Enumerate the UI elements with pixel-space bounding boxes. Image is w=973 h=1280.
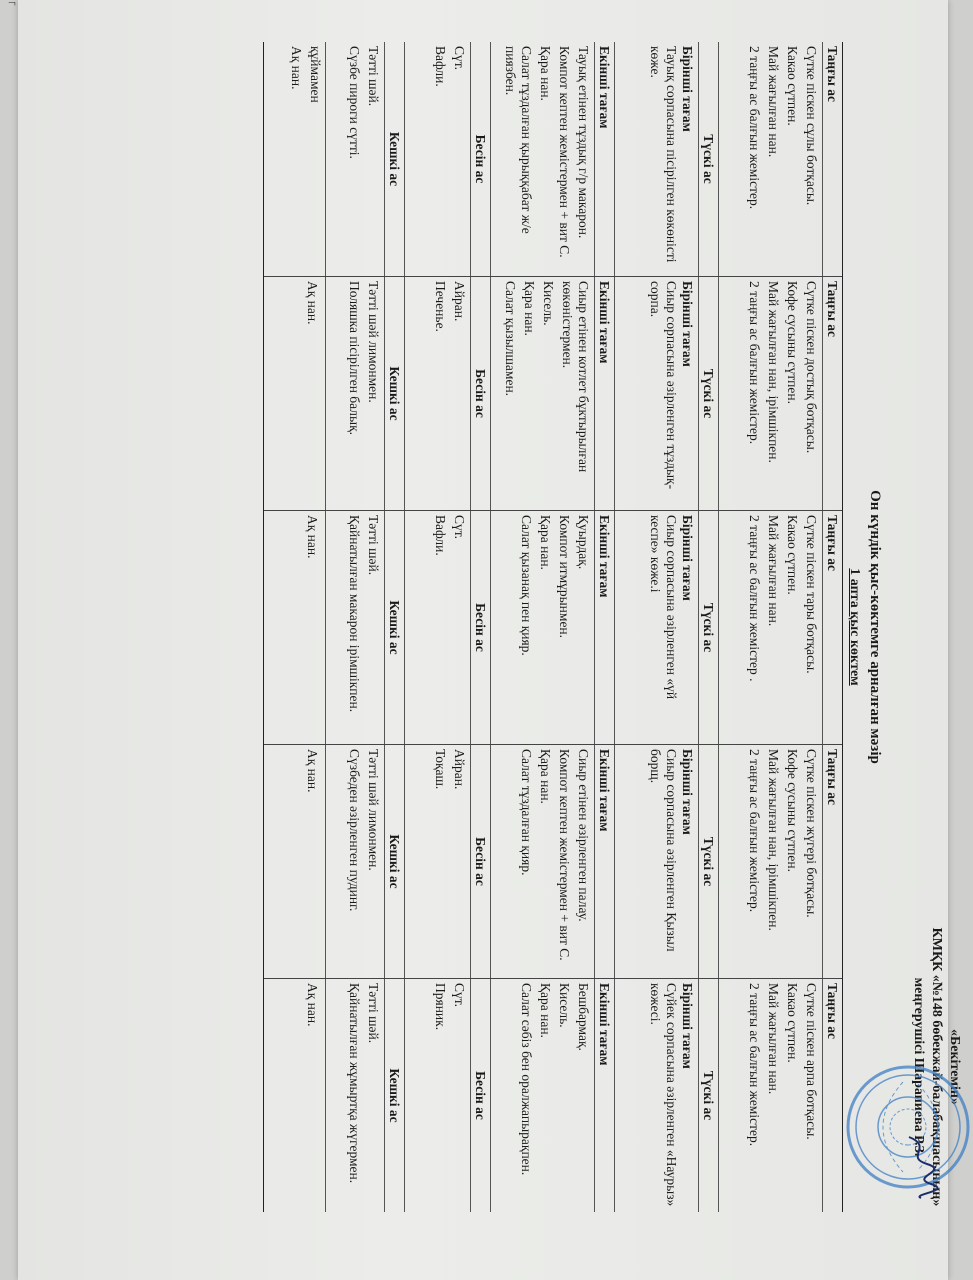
menu-item: Компот кептен жемістермен + вит С. [557,749,572,961]
menu-item: Сүтке піскен тары ботқасы. [804,515,819,674]
menu-item: Салат қызанақ пен қияр. [519,515,534,656]
menu-item: Печенье. [433,281,448,332]
meal-title: Бесін ас [470,979,490,1212]
menu-item: Сиыр сорпасына әзірленген «үй кеспе» көже.і [648,515,679,700]
menu-item: Сүт. [452,515,467,540]
meal-title: Таңғы ас [822,277,842,510]
menu-item: Қайнатылған макарон ірімшікпен. [347,515,362,713]
meal-title: Кешкі ас [384,979,404,1212]
meal-snack [404,745,490,978]
menu-item: құймамен [308,46,323,103]
meal-title: Бесін ас [470,277,490,510]
approval-line-2: КМҚК «№148 бөбекжай-балабақшасының» [929,927,944,1207]
menu-item: Салат қызылшамен. [503,281,518,397]
menu-item: Кисель. [557,983,572,1028]
menu-item: Сүтке піскен сұлы ботқасы. [804,46,819,206]
menu-item: 2 таңғы ас балғын жемістер . [747,515,762,682]
menu-item: Ақ нан. [305,281,320,325]
menu-item: Ақ нан. [305,983,320,1027]
meal-breakfast [718,42,842,276]
menu-item: Тауық етінен тұздық г/р макарон. [576,46,591,239]
day-column-3 [264,510,842,744]
meal-title: Түскі ас [698,745,718,978]
meal-breakfast [718,745,842,978]
meal-lunch [614,979,718,1212]
menu-item: Поляшка пісірілген балық. [347,281,362,436]
meal-title: Түскі ас [698,979,718,1212]
menu-item: Какао сүтпен. [785,46,800,126]
meal-snack [404,42,490,276]
meal-title: Бесін ас [470,42,490,276]
meal-title: Екінші тағам [594,511,614,744]
menu-item: Май жағылған нан. [766,46,781,158]
menu-item: Тәтті шәй лимонмен. [366,749,381,871]
menu-item: Ақ нан. [305,515,320,559]
first-course-label: Бірінші тағам [680,749,695,835]
menu-item: Кисель. [541,281,556,326]
meal-title: Кешкі ас [384,277,404,510]
meal-title: Кешкі ас [384,745,404,978]
meal-title: Таңғы ас [822,745,842,978]
menu-item: 2 таңғы ас балғын жемістер. [747,281,762,445]
meal-second [490,979,614,1212]
menu-item: Қайнатылған жұмыртқа жүгермен. [347,983,362,1184]
menu-item: Салат тұздалған қырыққабат ж/е пиязбен. [503,46,534,234]
menu-item: Кофе сусыны сүтпен. [785,281,800,404]
meal-evening [325,42,404,276]
menu-item: Қара нан. [538,983,553,1038]
menu-item: Ақ нан. [289,46,304,90]
meal-title: Бесін ас [470,511,490,744]
meal-second [490,511,614,744]
day-column-5 [264,978,842,1212]
menu-item: Тәтті шәй. [366,46,381,107]
menu-item: Вафли. [433,515,448,556]
menu-item: Тәтті шәй. [366,515,381,576]
meal-second [490,277,614,510]
menu-document [113,12,963,1242]
meal-title: Таңғы ас [822,42,842,276]
menu-item: Сүйек сорпасына әзірленген «Наурыз» көжесі. [648,983,679,1207]
meal-evening [325,277,404,510]
meal-snack [404,277,490,510]
menu-item: Сүтке піскен достық ботқасы. [804,281,819,454]
meal-dinner [264,745,325,978]
meal-title: Кешкі ас [384,511,404,744]
menu-item: 2 таңғы ас балғын жемістер. [747,983,762,1147]
menu-item: Ақ нан. [305,749,320,793]
meal-lunch [614,42,718,276]
menu-item: Сиыр сорпасына әзірленген Қызыл борщ. [648,749,679,952]
menu-item: 2 таңғы ас балғын жемістер. [747,46,762,210]
corner-mark: ¬ [8,0,16,11]
day-column-2 [264,276,842,510]
first-course-label: Бірінші тағам [680,281,695,367]
meal-dinner [264,277,325,510]
menu-item: Қуырдақ. [576,515,591,570]
menu-item: Сүзбе пироги сүтті. [347,46,362,159]
menu-item: Май жағылған нан. [766,983,781,1095]
menu-item: Бешбармақ. [576,983,591,1051]
week-title: 1 апта қыс көктем [847,568,862,686]
meal-title: Түскі ас [698,511,718,744]
menu-item: Сүт. [452,46,467,71]
first-course-label: Бірінші тағам [680,515,695,601]
menu-item: Компот итмұрынмен. [557,515,572,639]
menu-item: Салат сәбіз бен оралжапырақпен. [519,983,534,1176]
menu-table [263,42,843,1212]
meal-title: Екінші тағам [594,42,614,276]
menu-item: Какао сүтпен. [785,983,800,1063]
menu-item: Май жағылған нан, ірімшікпен. [766,749,781,931]
menu-title: Он күндік қыс-көктемге арналған мәзір [867,490,883,764]
menu-item: Тәтті шәй. [366,983,381,1044]
meal-dinner [264,42,325,276]
meal-snack [404,979,490,1212]
menu-item: Қара нан. [538,46,553,101]
meal-second [490,42,614,276]
day-column-4 [264,744,842,978]
menu-item: Тауық сорпасына пісірілген көкөністі көже. [648,46,679,263]
meal-title: Түскі ас [698,277,718,510]
menu-item: Айран. [452,749,467,790]
paper-sheet [8,0,962,1280]
meal-title: Екінші тағам [594,745,614,978]
meal-breakfast [718,979,842,1212]
meal-lunch [614,511,718,744]
menu-item: Қара нан. [538,749,553,804]
menu-item: Сиыр сорпасына әзірленген тұздық-сорпа. [648,281,679,490]
day-column-1 [264,42,842,276]
menu-item: Сүзбеден әзірленген пудинг. [347,749,362,912]
meal-snack [404,511,490,744]
meal-title: Екінші тағам [594,979,614,1212]
menu-item: Қара нан. [538,515,553,570]
first-course-label: Бірінші тағам [680,46,695,132]
meal-title: Кешкі ас [384,42,404,276]
menu-item: Сиыр етінен әзірленген палау. [576,749,591,922]
meal-evening [325,511,404,744]
menu-item: Қара нан. [522,281,537,336]
meal-dinner [264,511,325,744]
menu-item: Сүтке піскен арпа ботқасы. [804,983,819,1140]
meal-second [490,745,614,978]
menu-item: 2 таңғы ас балғын жемістер. [747,749,762,913]
menu-item: Айран. [452,281,467,322]
menu-item: Тәтті шәй лимонмен. [366,281,381,403]
meal-evening [325,979,404,1212]
menu-item: Компот кептен жемістермен + вит С. [557,46,572,258]
meal-breakfast [718,277,842,510]
meal-lunch [614,745,718,978]
first-course-label: Бірінші тағам [680,983,695,1069]
meal-evening [325,745,404,978]
menu-item: Какао сүтпен. [785,515,800,595]
approval-line-1: «Бекітемін» [947,1028,962,1105]
menu-item: Кофе сусыны сүтпен. [785,749,800,872]
menu-item: Вафли. [433,46,448,87]
signature-icon [899,1132,939,1202]
meal-title: Екінші тағам [594,277,614,510]
menu-item: Сүтке піскен жүгері ботқасы. [804,749,819,918]
menu-item: Салат тұздалған қияр. [519,749,534,876]
meal-dinner [264,979,325,1212]
meal-breakfast [718,511,842,744]
menu-item: Сиыр етінен котлет бұктырылған көкөністермен. [560,281,591,473]
menu-item: Тоқаш. [433,749,448,790]
meal-title: Бесін ас [470,745,490,978]
menu-item: Пряник. [433,983,448,1031]
menu-item: Май жағылған нан. [766,515,781,627]
approval-line-3: меңгерушісі Шарапиева Р.З. [911,977,926,1157]
meal-title: Таңғы ас [822,511,842,744]
menu-item: Сүт. [452,983,467,1008]
meal-title: Түскі ас [698,42,718,276]
menu-item: Май жағылған нан, ірімшікпен. [766,281,781,463]
meal-title: Таңғы ас [822,979,842,1212]
meal-lunch [614,277,718,510]
